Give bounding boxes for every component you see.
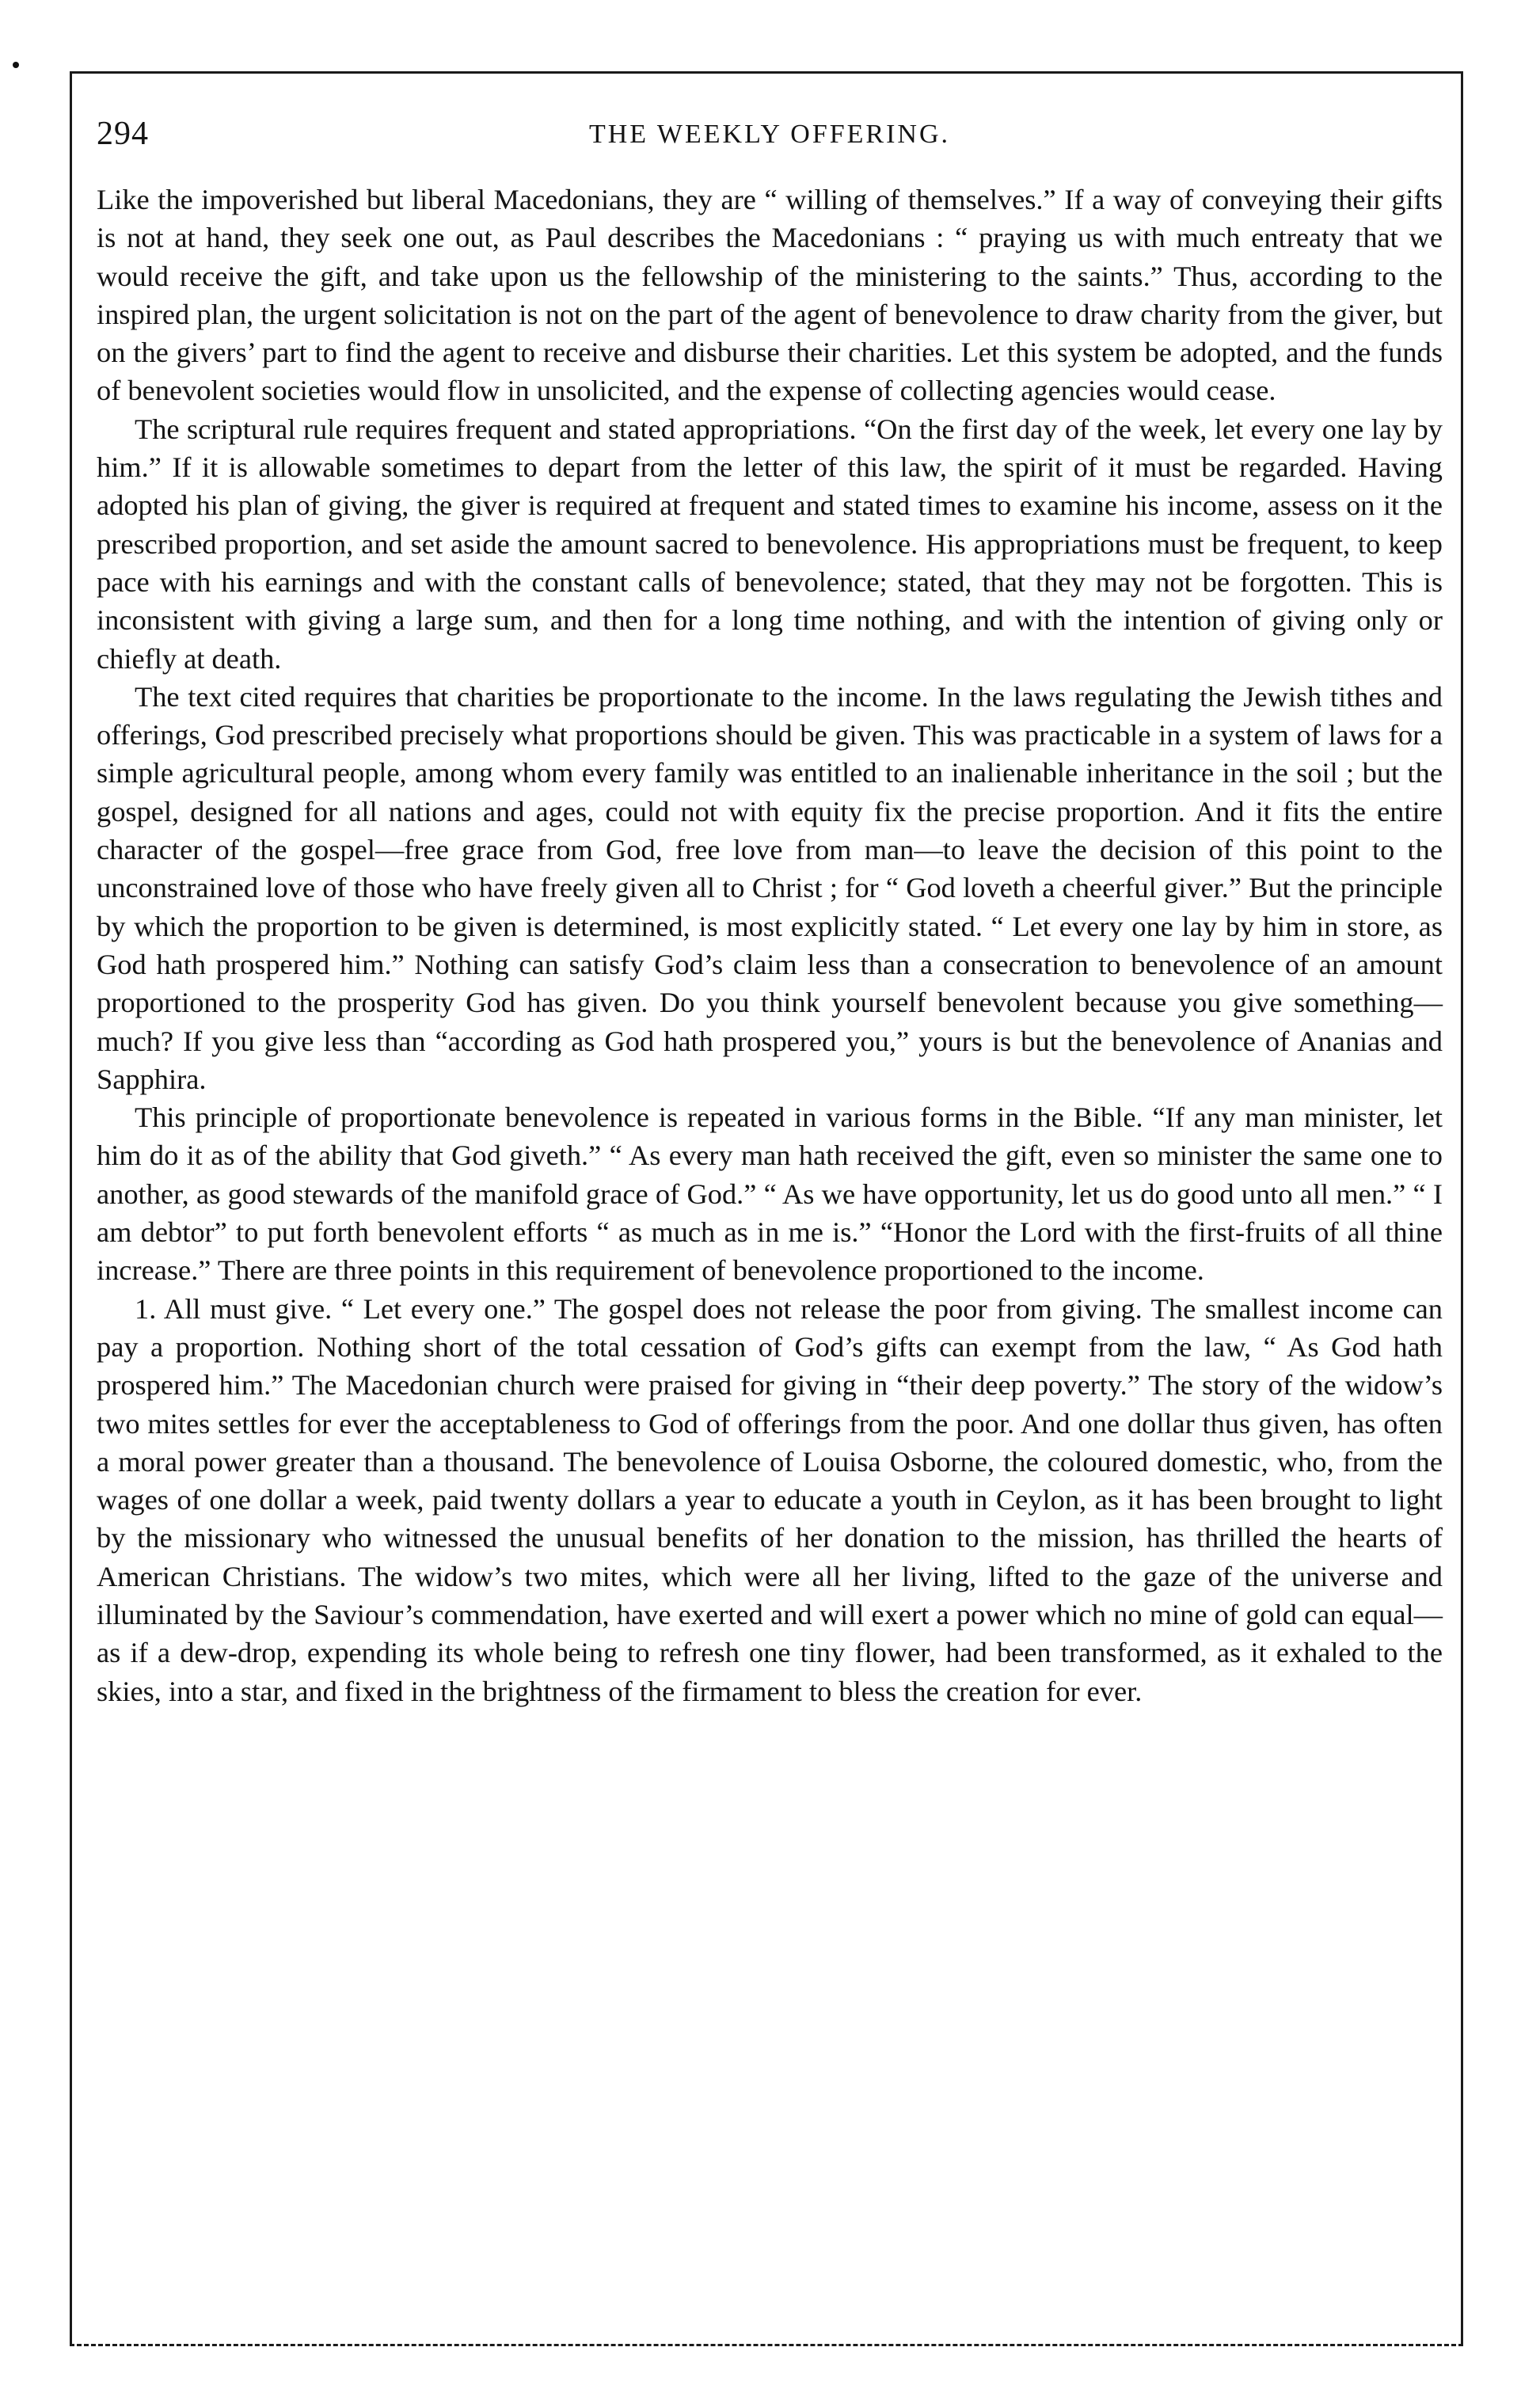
printer-mark [13, 62, 19, 68]
paragraph-1: Like the impoverished but liberal Macedonians, they are “ willing of themselves.” If a way of conveying their gifts is not at hand, they seek one out, as Paul describes the Macedonians : “ praying us with much entreaty that we would receive the gift, and take upon us the fellowship of the ministering to the saints.” Thus, according to the inspired plan, the urgent solicitation is not on the part of the agent of benevolence to draw charity from the giver, but on the givers’ part to find the agent to receive and disburse their charities. Let this system be adopted, and the funds of benevolent societies would flow in unsolicited, and the expense of collecting agencies would cease. [97, 184, 1443, 407]
paragraph-4: This principle of proportionate benevolence is repeated in various forms in the Bible. “If any man minister, let him do it as of the ability that God giveth.” “ As every man hath received the gift, even so minister the same one to another, as good stewards of the manifold grace of God.” “ As we have opportunity, let us do good unto all men.” “ I am debtor” to put forth benevolent efforts “ as much as in me is.” “Honor the Lord with the first-fruits of all thine increase.” There are three points in this requirement of benevolence proportioned to the income. [97, 1101, 1443, 1287]
page-number: 294 [97, 116, 149, 152]
page-header [97, 115, 1443, 162]
paragraph-2: The scriptural rule requires frequent and stated appropriations. “On the first day of the week, let every one lay by him.” If it is allowable sometimes to depart from the letter of this law, the spirit of it must be regarded. Having adopted his plan of giving, the giver is required at frequent and stated times to examine his income, assess on it the prescribed proportion, and set aside the amount sacred to benevolence. His appropriations must be frequent, to keep pace with his earnings and with the constant calls of benevolence; stated, that they may not be forgotten. This is inconsistent with giving a large sum, and then for a long time nothing, and with the intention of giving only or chiefly at death. [97, 413, 1443, 675]
paragraph-5: 1. All must give. “ Let every one.” The gospel does not release the poor from giving. The smallest income can pay a proportion. Nothing short of the total cessation of God’s gifts can exempt from the law, “ As God hath prospered him.” The Macedonian church were praised for giving in “their deep poverty.” The story of the widow’s two mites settles for ever the acceptableness to God of offerings from the poor. And one dollar thus given, has often a moral power greater than a thousand. The benevolence of Louisa Osborne, the coloured domestic, who, from the wages of one dollar a week, paid twenty dollars a year to educate a youth in Ceylon, as it has been brought to light by the missionary who witnessed the unusual benefits of her donation to the mission, has thrilled the hearts of American Christians. The widow’s two mites, which were all her living, lifted to the gaze of the universe and illuminated by the Saviour’s commendation, have exerted and will exert a power which no mine of gold can equal—as if a dew-drop, expending its whole being to refresh one tiny flower, had been transformed, as it exhaled to the skies, into a star, and fixed in the brightness of the firmament to bless the creation for ever. [97, 1292, 1443, 1707]
running-title: THE WEEKLY OFFERING. [588, 120, 951, 149]
page-bottom-rule [70, 2344, 1463, 2346]
article-body [97, 181, 1443, 1710]
paragraph-3: The text cited requires that charities be proportionate to the income. In the laws regulating the Jewish tithes and offerings, God prescribed precisely what proportions should be given. This was practicable in a system of laws for a simple agricultural people, among whom every family was entitled to an inalienable inheritance in the soil ; but the gospel, designed for all nations and ages, could not with equity fix the precise proportion. And it fits the entire character of the gospel—free grace from God, free love from man—to leave the decision of this point to the unconstrained love of those who have freely given all to Christ ; for “ God loveth a cheerful giver.” But the principle by which the proportion to be given is determined, is most explicitly stated. “ Let every one lay by him in store, as God hath prospered him.” Nothing can satisfy God’s claim less than a consecration to benevolence of an amount proportioned to the prosperity God has given. Do you think yourself benevolent because you give something—much? If you give less than “according as God hath prospered you,” yours is but the benevolence of Ananias and Sapphira. [97, 680, 1443, 1095]
